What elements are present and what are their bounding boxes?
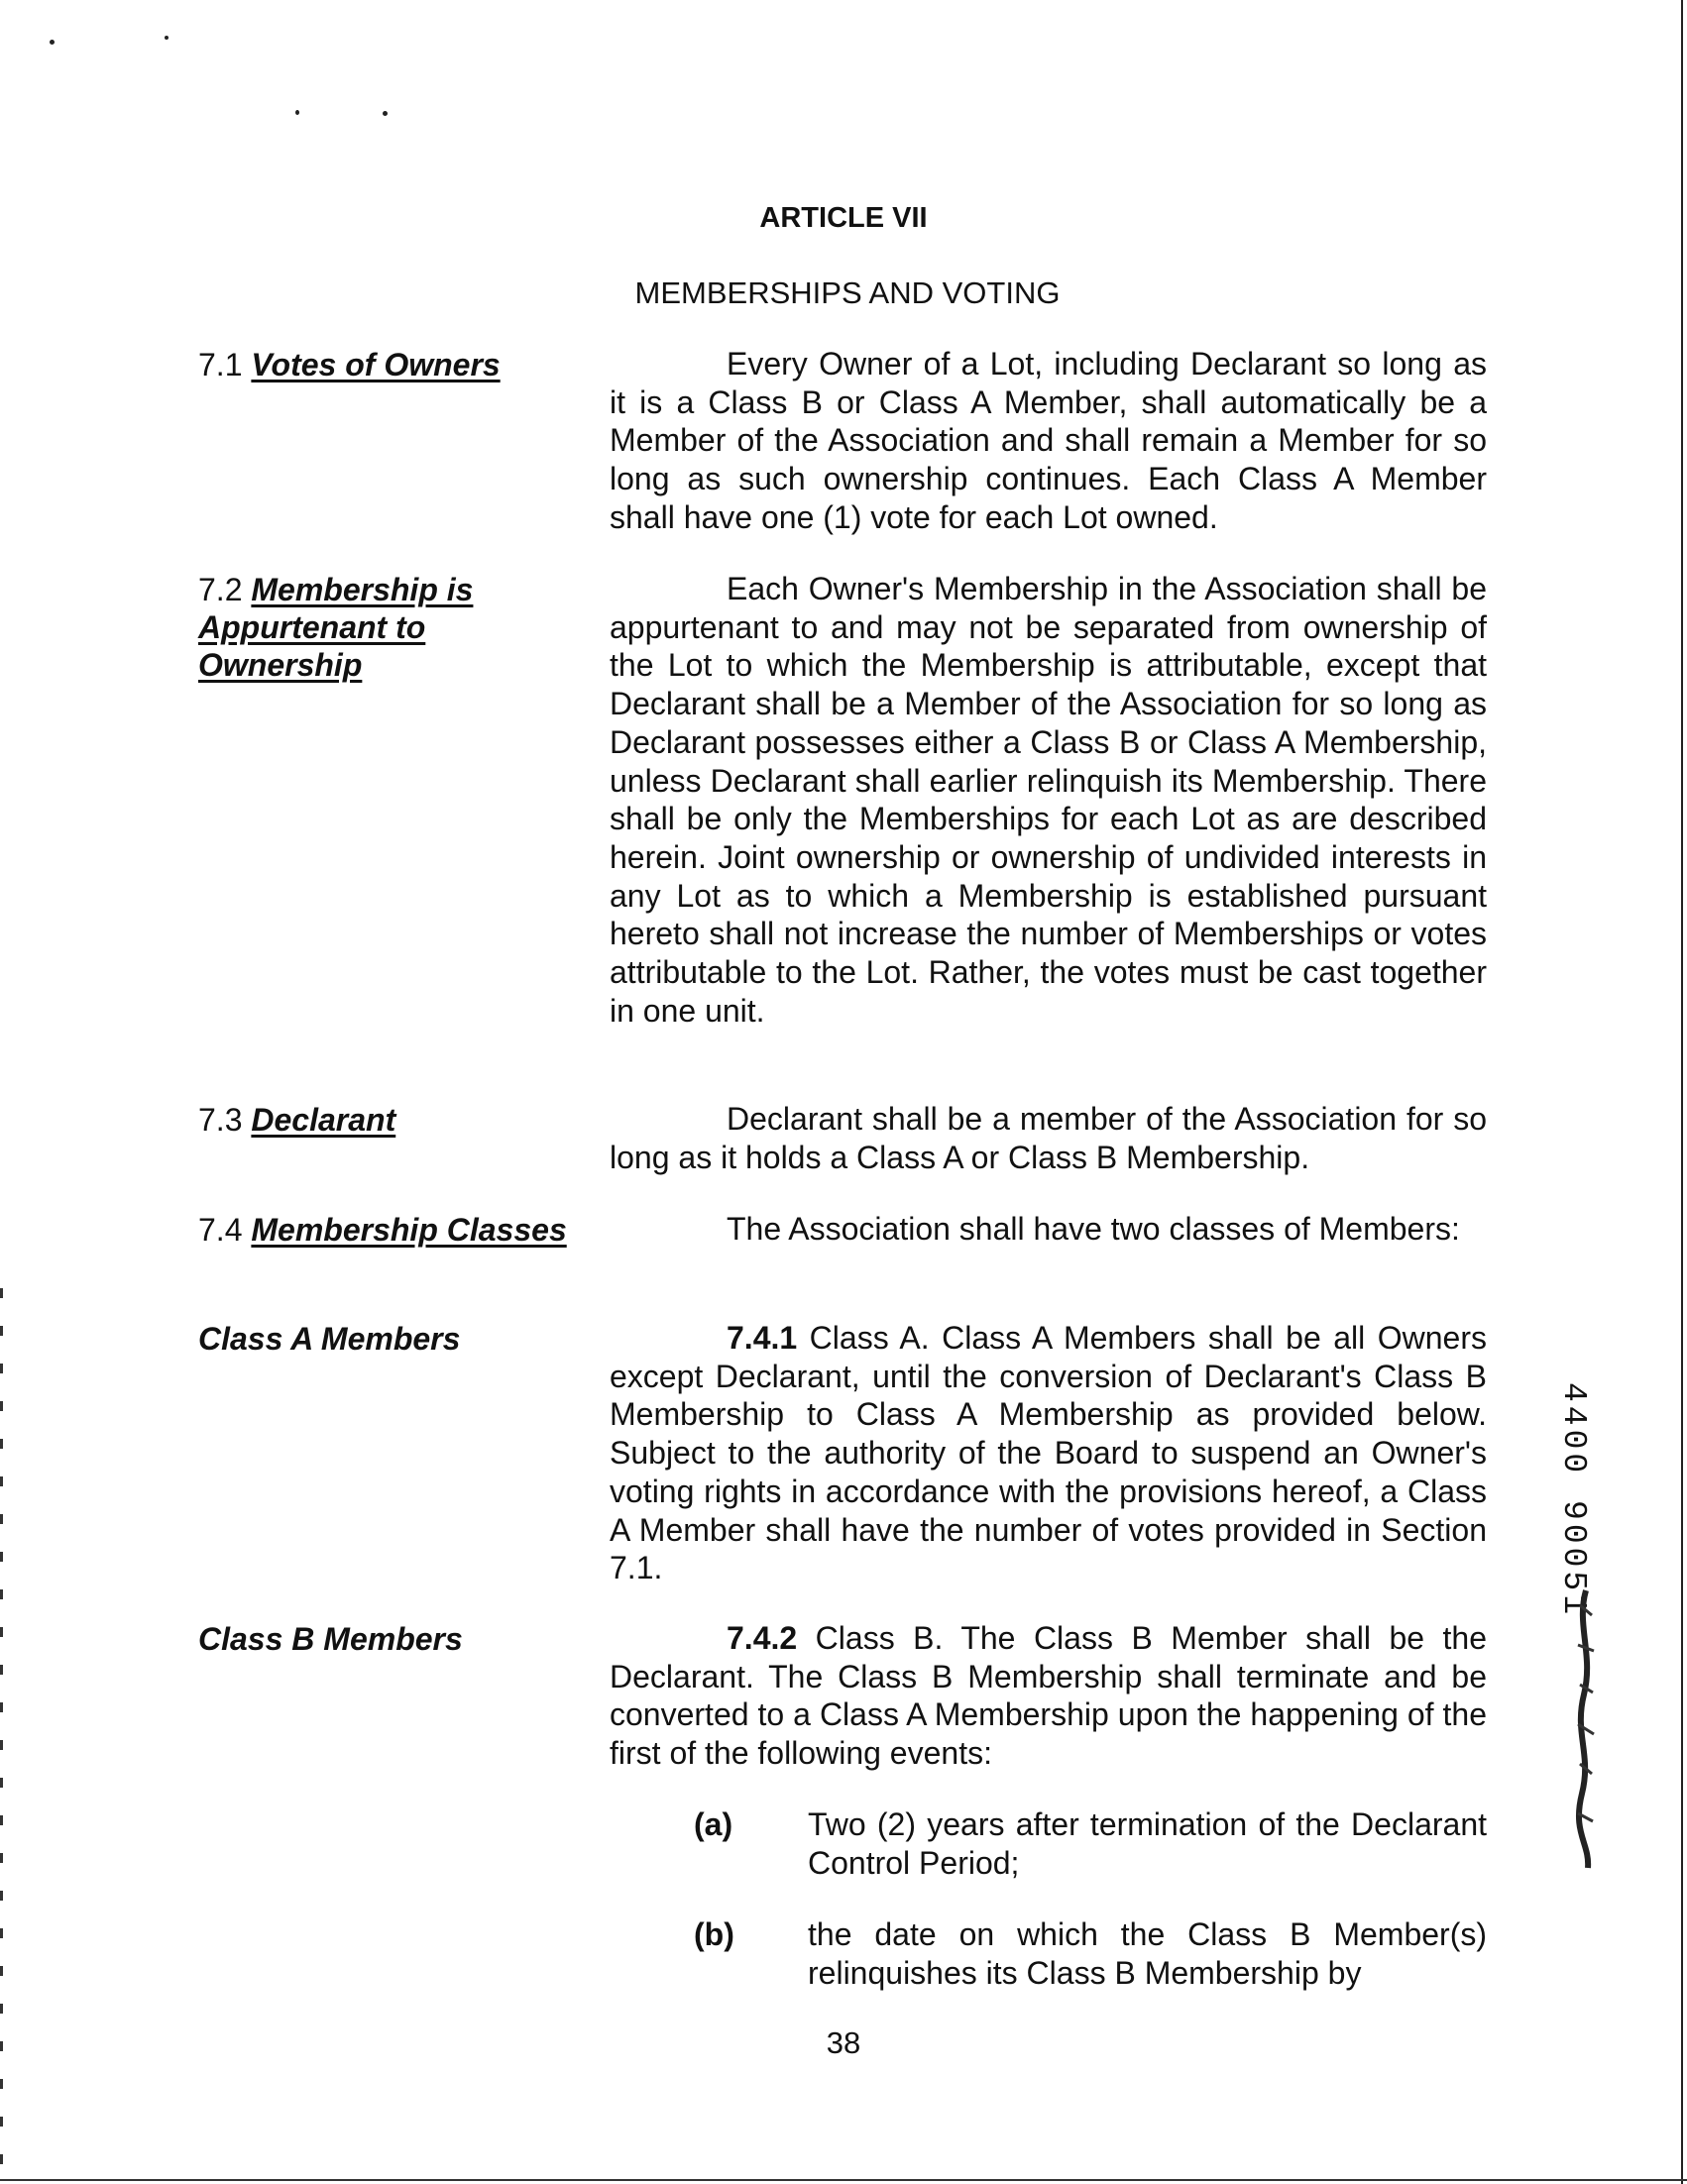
paragraph-text: Every Owner of a Lot, including Declarant so long as it is a Class B or Class A Member, shall automatically be a Member of the Association and shall remain a Member for so long as such ownership continues. Each Class A Member shall have one (1) vote for each Lot owned.: [610, 346, 1487, 535]
margin-signature-scribble: [1566, 1585, 1606, 1873]
paragraph-text: Each Owner's Membership in the Association shall be appurtenant to and may not be separated from ownership of the Lot to which the Membership is attributable, except that Declarant shall be a Member of the Association for so long as Declarant possesses either a Class B or Class A Membership, unless Declarant shall earlier relinquish its Membership. There shall be only the Memberships for each Lot as are described herein. Joint ownership or ownership of undivided interests in any Lot as to which a Membership is established pursuant hereto shall not increase the number of Memberships or votes attributable to the Lot. Rather, the votes must be cast together in one unit.: [610, 571, 1487, 1029]
section-label-7-4: [198, 1211, 595, 1249]
section-number: 7.1: [198, 347, 243, 382]
scan-speck: [50, 40, 55, 45]
subsection-number: 7.4.1: [727, 1320, 798, 1356]
page-number: 38: [826, 2025, 861, 2060]
list-item-text: the date on which the Class B Member(s) relinquishes its Class B Membership by: [808, 1916, 1487, 1991]
margin-document-code: 4400 90051: [1555, 1382, 1592, 1619]
section-body-7-3: [610, 1100, 1487, 1176]
section-title: Declarant: [251, 1102, 396, 1138]
section-title: Votes of Owners: [251, 347, 501, 382]
section-body-7-1: [610, 345, 1487, 537]
section-number: 7.4: [198, 1212, 243, 1248]
list-marker: (a): [694, 1806, 733, 1842]
class-a-body: [610, 1319, 1487, 1587]
paragraph-text: Declarant shall be a member of the Association for so long as it holds a Class A or Class B Membership.: [610, 1101, 1487, 1175]
subsection-number: 7.4.2: [727, 1620, 798, 1656]
section-body-7-4: [610, 1210, 1487, 1249]
section-label-7-1: [198, 346, 595, 383]
class-b-label: [198, 1620, 595, 1658]
paragraph-text: Class A. Class A Members shall be all Owners except Declarant, until the conversion of Declarant's Class B Membership to Class A Membership as provided below. Subject to the authority of the Board to suspend an Owner's voting rights in accordance with the provisions hereof, a Class A Member shall have the number of votes provided in Section 7.1.: [610, 1320, 1488, 1586]
scan-edge-bottom: [0, 2179, 1687, 2181]
section-title: Membership Classes: [251, 1212, 567, 1248]
article-title: ARTICLE VII: [759, 202, 928, 234]
class-b-body: [610, 1619, 1487, 1773]
paragraph-text: The Association shall have two classes of Members:: [727, 1211, 1460, 1247]
section-title: Class B Members: [198, 1621, 463, 1657]
article-subtitle: MEMBERSHIPS AND VOTING: [634, 275, 1061, 310]
list-marker: (b): [694, 1916, 734, 1952]
section-body-7-2: [610, 570, 1487, 1030]
section-title: Membership is Appurtenant to Ownership: [198, 572, 474, 683]
section-label-7-2: [198, 571, 595, 684]
section-label-7-3: [198, 1101, 595, 1139]
section-title: Class A Members: [198, 1321, 461, 1357]
scan-speck: [165, 36, 169, 40]
class-a-label: [198, 1320, 595, 1358]
scan-speck: [383, 111, 388, 116]
list-item-text: Two (2) years after termination of the Declarant Control Period;: [808, 1806, 1487, 1881]
section-number: 7.2: [198, 572, 243, 607]
scan-speck: [295, 110, 299, 115]
scan-edge-right: [1681, 0, 1683, 2184]
section-number: 7.3: [198, 1102, 243, 1138]
paragraph-text: Class B. The Class B Member shall be the Declarant. The Class B Membership shall terminate and be converted to a Class A Membership upon the happening of the first of the following events:: [610, 1620, 1488, 1772]
